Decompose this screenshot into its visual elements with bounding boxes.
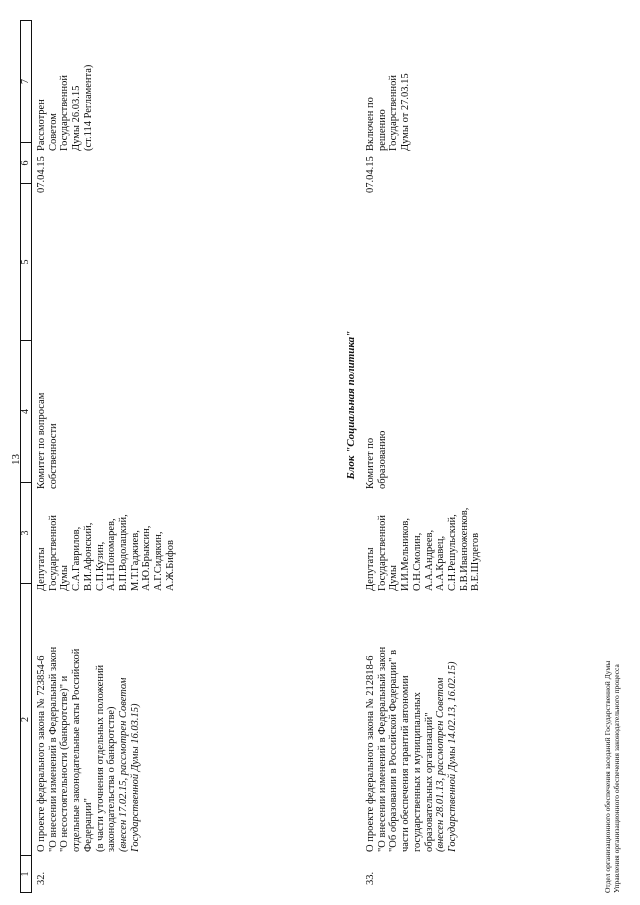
footer-line: Управления организационного обеспечения законодательного процесса: [612, 664, 621, 893]
row-number: 32.: [36, 871, 47, 885]
title-line: "О несостоятельности (банкротстве)" и: [59, 675, 71, 852]
review-date: 07.04.15: [36, 156, 47, 193]
block-title: Блок "Социальная политика": [345, 330, 357, 480]
title-line: "Об образовании в Российской Федерации" в: [388, 649, 400, 852]
status-line: Советом: [47, 113, 59, 151]
title-line: отдельные законодательные акты Российской: [71, 648, 83, 852]
status-line: Рассмотрен: [36, 99, 47, 151]
committee-line: Комитет по вопросам: [36, 392, 47, 489]
author-line: А.А.Кравец,: [435, 535, 447, 591]
committee-line: Комитет по: [365, 437, 376, 489]
review-date: 07.04.15: [365, 156, 376, 193]
intro-line: Государственной Думы 14.02.13, 16.02.15): [446, 661, 458, 852]
author-line: Думы: [59, 565, 71, 591]
status-line: Думы от 27.03.15: [400, 73, 412, 151]
author-line: С.А.Гаврилов,: [71, 526, 83, 591]
status: [36, 65, 95, 151]
column-header-7: 7: [20, 79, 31, 84]
note-line: законодательства о банкротстве): [106, 706, 118, 852]
column-header-4: 4: [21, 340, 31, 482]
committee-line: образованию: [376, 430, 388, 489]
column-header-1: 1: [21, 855, 31, 892]
status-line: Включен по: [365, 97, 376, 151]
title-line: О проекте федерального закона № 212818-6: [365, 655, 376, 852]
author-line: Думы: [388, 565, 400, 591]
author-line: М.Т.Гаджиев,: [129, 530, 141, 591]
column-header-6: 6: [21, 142, 31, 183]
title-line: О проекте федерального закона № 723854-6: [36, 655, 47, 852]
status-line: решению: [376, 109, 388, 151]
author-line: А.А.Андреев,: [423, 529, 435, 591]
footer: [603, 661, 621, 893]
author-line: И.И.Мельников,: [400, 518, 412, 591]
title-line: образовательных организаций": [423, 712, 435, 852]
title-line: "О внесении изменений в Федеральный закон: [376, 646, 388, 852]
author-line: В.П.Водолацкий,: [117, 514, 129, 591]
title-line: "О внесении изменений в Федеральный закон: [47, 646, 59, 852]
authors: [365, 508, 482, 591]
column-header-5: 5: [21, 183, 31, 340]
status-line: Думы 26.03.15: [71, 85, 83, 151]
row-number: 33.: [365, 871, 376, 885]
footer-line: Отдел организационного обеспечения заседаний Государственной Думы: [603, 660, 612, 893]
column-header-3: 3: [21, 482, 31, 583]
bill-title: [365, 647, 459, 852]
status-line: (ст.114 Регламента): [82, 64, 94, 151]
author-line: А.Н.Пономарев,: [106, 518, 118, 591]
intro-line: (внесен 17.02.15, рассмотрен Советом: [117, 677, 129, 852]
committee: [365, 431, 388, 489]
author-line: С.П.Кузин,: [94, 541, 106, 591]
author-line: Государственной: [376, 515, 388, 591]
author-line: В.И.Афонский,: [82, 522, 94, 591]
status-line: Государственной: [388, 75, 400, 151]
author-line: А.Г.Сидякин,: [153, 531, 165, 591]
author-line: О.Н.Смолин,: [411, 532, 423, 591]
title-line: государственных и муниципальных: [411, 692, 423, 852]
author-line: Депутаты: [365, 547, 376, 591]
note-line: (в части уточнения отдельных положений: [94, 664, 106, 852]
status-line: Государственной: [59, 75, 71, 151]
author-line: Б.В.Иванюженков,: [458, 507, 470, 591]
author-line: С.Н.Решульский,: [446, 514, 458, 591]
author-line: Государственной: [47, 515, 59, 591]
intro-line: Государственной Думы 16.03.15): [129, 703, 141, 852]
column-header-2: 2: [21, 583, 31, 855]
author-line: А.Ж.Бифов: [164, 540, 176, 591]
author-line: Депутаты: [36, 547, 47, 591]
author-line: А.Ю.Брыксин,: [141, 525, 153, 591]
status: [365, 73, 412, 151]
intro-line: (внесен 28.01.13, рассмотрен Советом: [435, 677, 447, 852]
author-line: В.Е.Шудегов: [470, 532, 482, 591]
page-number: 13: [10, 454, 22, 465]
bill-title: [36, 647, 141, 852]
title-line: части обеспечения гарантий автономии: [400, 675, 412, 852]
committee: [36, 393, 59, 489]
committee-line: собственности: [47, 423, 59, 489]
table-header: [20, 20, 32, 893]
title-line: Федерации": [82, 798, 94, 852]
authors: [36, 514, 176, 591]
